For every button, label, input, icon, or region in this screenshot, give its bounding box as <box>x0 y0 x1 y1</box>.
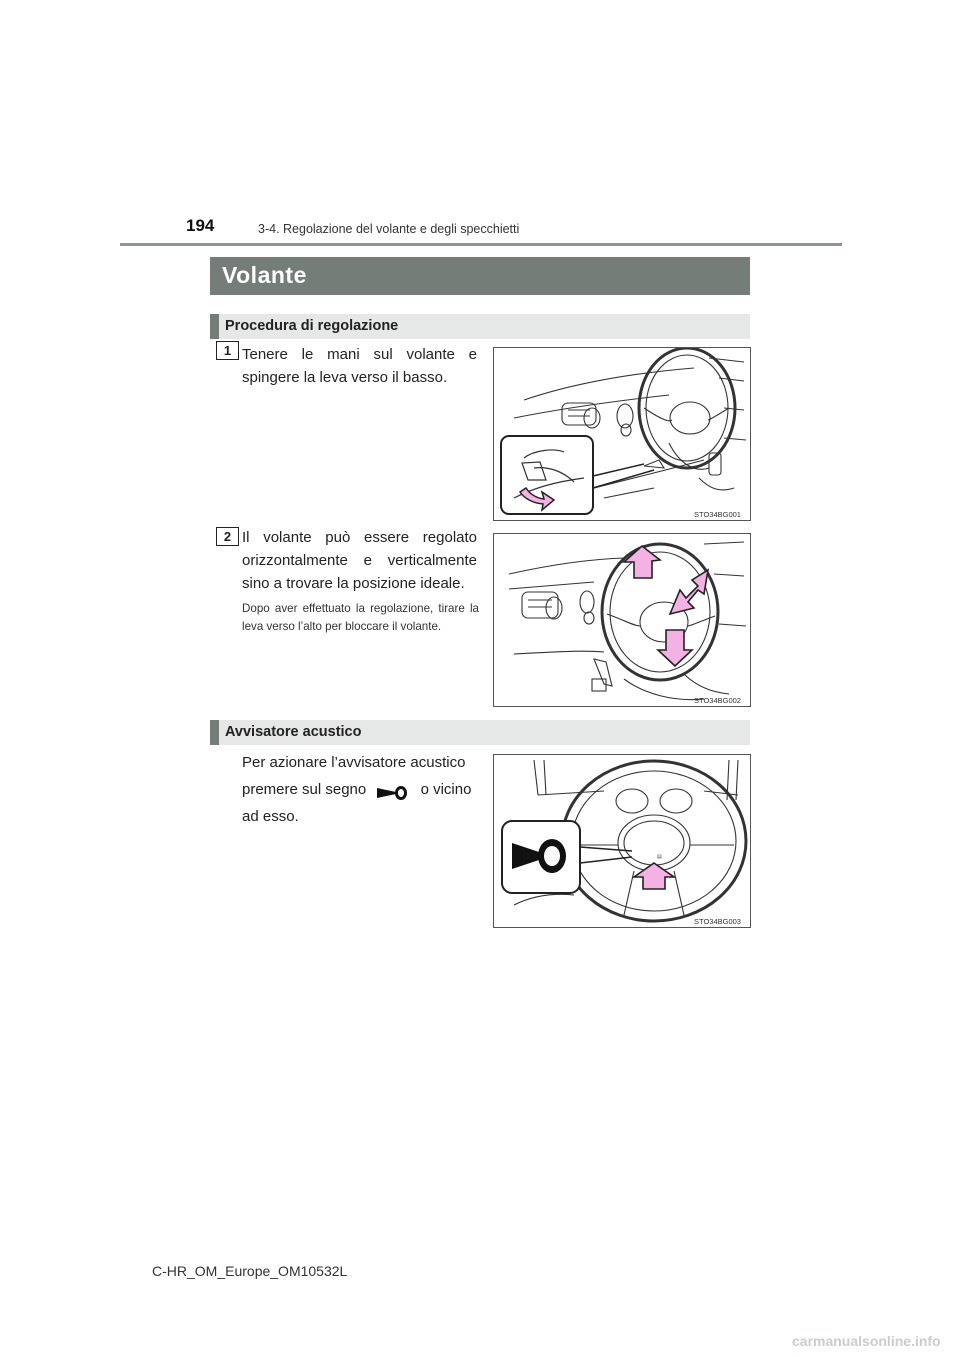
section-title: Volante <box>222 262 307 288</box>
step-text-2: Il volante può essere regolato orizzontalmente e verticalmente sino a trovare la posizione ideale. <box>242 529 477 592</box>
step-text-1: Tenere le mani sul volante e spingere la leva verso il basso. <box>242 346 477 386</box>
page-number: 194 <box>186 216 215 235</box>
subheading-bar <box>210 314 219 339</box>
horn-symbol-icon <box>376 782 410 798</box>
step-note: Dopo aver effettuato la regolazione, tirare la leva verso l’alto per bloccare il volante. <box>242 602 479 633</box>
horn-text <box>242 749 477 830</box>
figure-horn-pad <box>493 754 751 928</box>
step-number-2: 2 <box>216 527 239 546</box>
subheading-bar <box>210 720 219 745</box>
figure-steering-lever-down <box>493 347 751 521</box>
subheading-adjustment: Procedura di regolazione <box>225 318 399 334</box>
figure-steering-adjust-directions <box>493 533 751 707</box>
svg-text:▤: ▤ <box>657 854 662 860</box>
figure-code-3: STO34BG003 <box>694 917 741 926</box>
figure-code-1: STO34BG001 <box>694 510 741 519</box>
footer-doc-id: C-HR_OM_Europe_OM10532L <box>152 1263 348 1279</box>
watermark: carmanualsonline.info <box>792 1333 941 1349</box>
step-number-1: 1 <box>216 341 239 360</box>
figure-code-2: STO34BG002 <box>694 696 741 705</box>
header-rule <box>120 243 842 246</box>
horn-text-after: o vicino ad esso. <box>242 781 472 825</box>
subheading-horn: Avvisatore acustico <box>225 724 362 740</box>
horn-text-before: Per azionare l’avvisatore acustico premere sul segno <box>242 754 466 798</box>
running-header: 3-4. Regolazione del volante e degli specchietti <box>258 222 520 236</box>
